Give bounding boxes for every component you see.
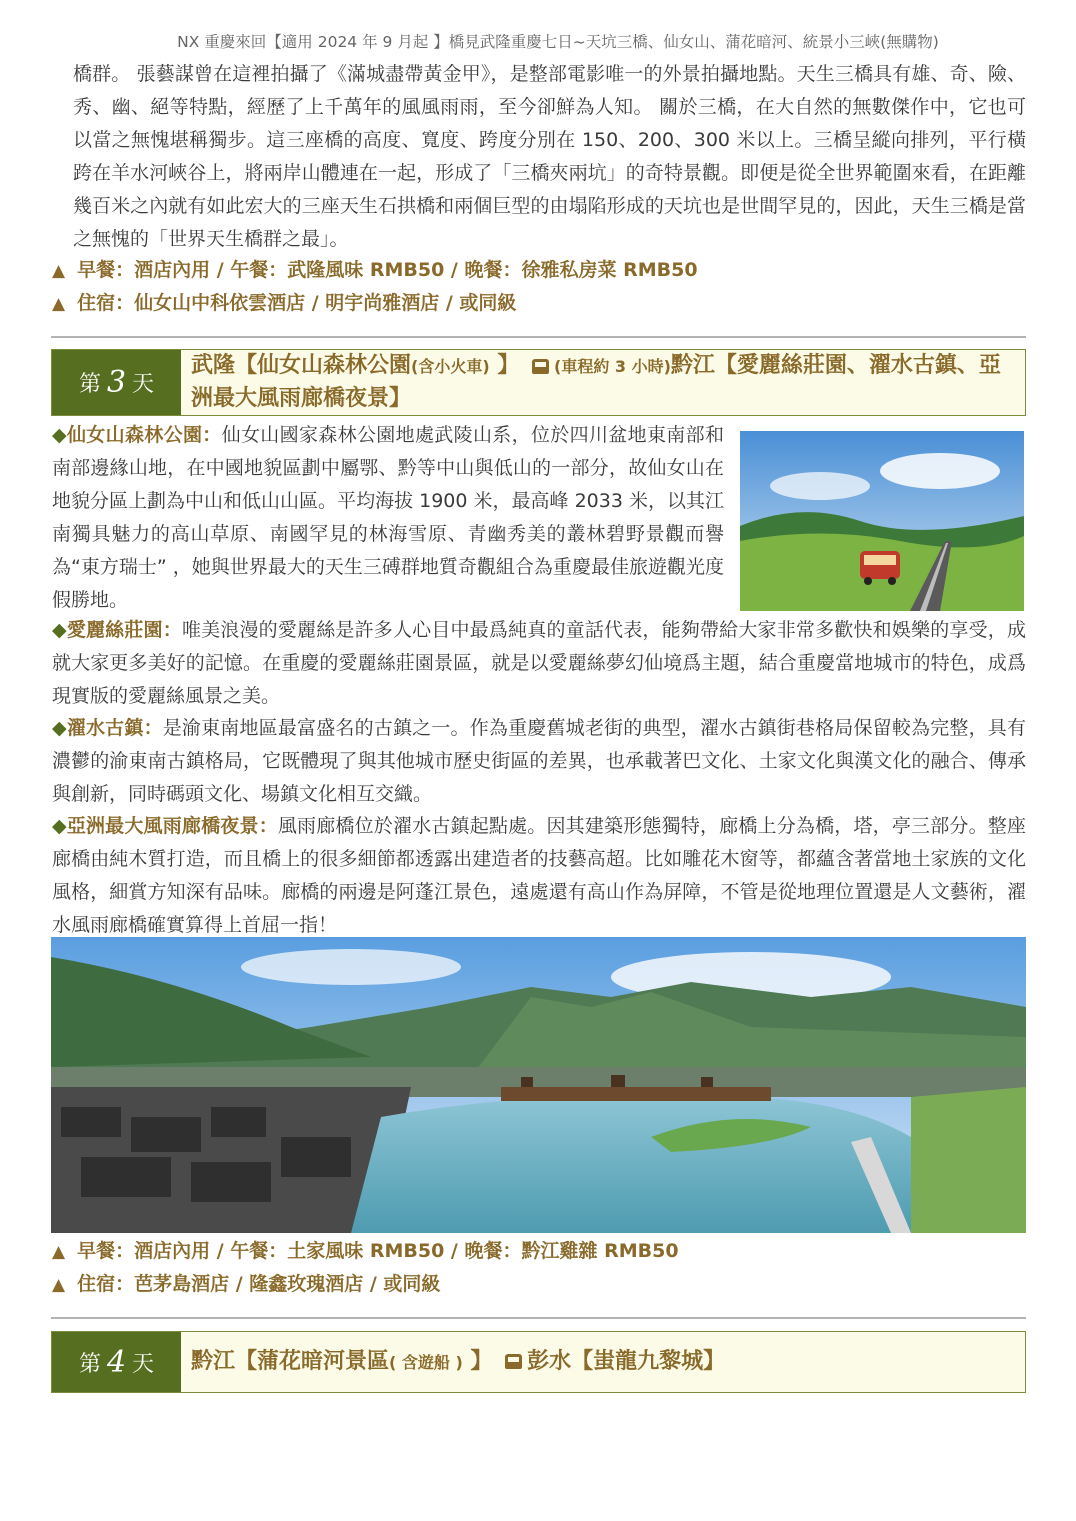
diamond-icon: ◆ xyxy=(52,717,67,739)
day3-title-part2: 】 xyxy=(497,353,520,378)
day2-hotel xyxy=(52,287,1032,321)
day-prefix: 第 xyxy=(78,372,101,397)
diamond-icon: ◆ xyxy=(52,815,67,837)
day3-title-bar xyxy=(51,349,1026,416)
diamond-icon: ◆ xyxy=(52,619,67,641)
divider xyxy=(51,336,1026,338)
day4-label xyxy=(52,1332,181,1392)
section-key: 仙女山森林公園 xyxy=(66,424,203,446)
section-zhuoshui: ◆濯水古鎮：是渝東南地區最富盛名的古鎮之一。作為重慶舊城老街的典型，濯水古鎮街巷格局保留較為完整，具有濃鬱的渝東南古鎮格局，它既體現了與其他城市歷史街區的差異，也承載著巴文化、土家文化與漢文化的融合、傳承與創新，同時碼頭文化、場鎮文化相互交織。 xyxy=(52,717,1026,805)
forest-park-photo xyxy=(740,431,1024,611)
day3-meals-text: 早餐：酒店內用 / 午餐：土家風味 RMB50 / 晚餐：黔江雞雜 RMB50 xyxy=(77,1240,679,1262)
section-key: 愛麗絲莊園 xyxy=(66,619,163,641)
day2-meals-text: 早餐：酒店內用 / 午餐：武隆風味 RMB50 / 晚餐：徐雅私房菜 RMB50 xyxy=(77,259,698,281)
day4-title-bar xyxy=(51,1331,1026,1393)
day3-label xyxy=(52,350,181,415)
day4-title-small: ( 含遊船 ) xyxy=(389,1352,463,1372)
day3-meals xyxy=(52,1235,1032,1269)
section-text: 仙女山國家森林公園地處武陵山系，位於四川盆地東南部和南部邊緣山地，在中國地貌區劃中屬鄂、黔等中山與低山的一部分，故仙女山在地貌分區上劃為中山和低山山區。平均海拔 1900 米，最高峰 2033 米，以其江南獨具魅力的高山草原、南國罕見的林海雪原、青幽秀美的叢林碧野景觀而譽為“東方瑞士” ，她與世界最大的天生三磗群地質奇觀組合為重慶最佳旅遊觀光度假勝地。 xyxy=(52,424,724,611)
day-suffix: 天 xyxy=(132,1351,155,1377)
day2-hotel-text: 住宿：仙女山中科依雲酒店 / 明宇尚雅酒店 / 或同級 xyxy=(77,292,517,314)
section-bridge: ◆亞洲最大風雨廊橋夜景：風雨廊橋位於濯水古鎮起點處。因其建築形態獨特，廊橋上分為橋，塔，亭三部分。整座廊橋由純木質打造，而且橋上的很多細節都透露出建造者的技藝高超。比如雕花木窗等，都蘊含著當地土家族的文化風格，細賞方知深有品味。廊橋的兩邊是阿蓬江景色，遠處還有高山作為屏障，不管是從地理位置還是人文藝術，濯水風雨廊橋確實算得上首屈一指！ xyxy=(52,815,1026,936)
zhuoshui-town-photo xyxy=(51,937,1026,1233)
section-text: 風雨廊橋位於濯水古鎮起點處。因其建築形態獨特，廊橋上分為橋，塔，亭三部分。整座廊橋由純木質打造，而且橋上的很多細節都透露出建造者的技藝高超。比如雕花木窗等，都蘊含著當地土家族的文化風格，細賞方知深有品味。廊橋的兩邊是阿蓬江景色，遠處還有高山作為屏障，不管是從地理位置還是人文藝術，濯水風雨廊橋確實算得上首屈一指！ xyxy=(52,815,1026,936)
section-xiannvshan: ◆仙女山森林公園：仙女山國家森林公園地處武陵山系，位於四川盆地東南部和南部邊緣山地，在中國地貌區劃中屬鄂、黔等中山與低山的一部分，故仙女山在地貌分區上劃為中山和低山山區。平均海拔 1900 米，最高峰 2033 米，以其江南獨具魅力的高山草原、南國罕見的林海雪原、青幽秀美的叢林碧野景觀而譽為“東方瑞士” ，她與世界最大的天生三磗群地質奇觀組合為重慶最佳旅遊觀光度假勝地。 xyxy=(52,424,724,611)
intro-paragraph: 橋群。 張藝謀曾在這裡拍攝了《滿城盡帶黃金甲》，是整部電影唯一的外景拍攝地點。天生三橋具有雄、奇、險、秀、幽、絕等特點，經歷了上千萬年的風風雨雨，至今卻鮮為人知。 關於三橋，在大自然的無數傑作中，它也可以當之無愧堪稱獨步。這三座橋的高度、寬度、跨度分別在 150、200、300 米以上。三橋呈縱向排列，平行橫跨在羊水河峽谷上，將兩岸山體連在一起，形成了「三橋夾兩坑」的奇特景觀。即便是從全世界範圍來看，在距離幾百米之內就有如此宏大的三座天生石拱橋和兩個巨型的由塌陷形成的天坑也是世間罕見的，因此，天生三橋是當之無愧的「世界天生橋群之最」。 xyxy=(73,63,1026,250)
day2-meals xyxy=(52,254,1032,288)
triangle-icon: ▲ xyxy=(52,261,66,281)
day3-drive-time: (車程約 3 小時) xyxy=(554,357,671,376)
day4-title-part3: 彭水【蚩龍九黎城】 xyxy=(527,1348,726,1374)
day-prefix: 第 xyxy=(78,1351,101,1377)
day4-title-part1: 黔江【蒲花暗河景區 xyxy=(191,1348,390,1374)
day3-hotel xyxy=(52,1268,1032,1302)
day3-hotel-text: 住宿：芭茅島酒店 / 隆鑫玫瑰酒店 / 或同級 xyxy=(77,1273,441,1295)
diamond-icon: ◆ xyxy=(52,424,67,446)
page-header: NX 重慶來回【適用 2024 年 9 月起 】橋見武隆重慶七日~天坑三橋、仙女山、蒲花暗河、統景小三峽(無購物) xyxy=(177,33,939,51)
day4-title-part2: 】 xyxy=(470,1348,493,1374)
section-text: 是渝東南地區最富盛名的古鎮之一。作為重慶舊城老街的典型，濯水古鎮街巷格局保留較為完整，具有濃鬱的渝東南古鎮格局，它既體現了與其他城市歷史街區的差異，也承載著巴文化、土家文化與漢文化的融合、傳承與創新，同時碼頭文化、場鎮文化相互交織。 xyxy=(52,717,1026,805)
day-number: 3 xyxy=(106,365,127,400)
day3-title-part1: 武隆【仙女山森林公園 xyxy=(191,353,412,378)
section-text: 唯美浪漫的愛麗絲是許多人心目中最爲純真的童話代表，能夠帶給大家非常多歡快和娛樂的享受，成就大家更多美好的記憶。在重慶的愛麗絲莊園景區，就是以愛麗絲夢幻仙境爲主題，結合重慶當地城市的特色，成爲現實版的愛麗絲風景之美。 xyxy=(52,619,1026,707)
triangle-icon: ▲ xyxy=(52,1242,66,1262)
divider xyxy=(51,1317,1026,1319)
day3-title-part3: 黔江【愛麗絲莊園、濯水古鎮、亞洲最大風雨廊橋夜景】 xyxy=(191,353,1001,411)
day4-title xyxy=(191,1332,1017,1392)
day-suffix: 天 xyxy=(132,372,155,397)
day3-title xyxy=(191,350,1017,415)
triangle-icon: ▲ xyxy=(52,1275,66,1295)
section-key: 亞洲最大風雨廊橋夜景 xyxy=(66,815,259,837)
day3-title-small: (含小火車) xyxy=(411,357,490,376)
triangle-icon: ▲ xyxy=(52,294,66,314)
section-key: 濯水古鎮 xyxy=(66,717,144,739)
bus-icon xyxy=(505,1354,522,1369)
day-number: 4 xyxy=(106,1344,127,1380)
section-alice: ◆愛麗絲莊園：唯美浪漫的愛麗絲是許多人心目中最爲純真的童話代表，能夠帶給大家非常多歡快和娛樂的享受，成就大家更多美好的記憶。在重慶的愛麗絲莊園景區，就是以愛麗絲夢幻仙境爲主題，結合重慶當地城市的特色，成爲現實版的愛麗絲風景之美。 xyxy=(52,619,1026,707)
bus-icon xyxy=(532,359,549,374)
